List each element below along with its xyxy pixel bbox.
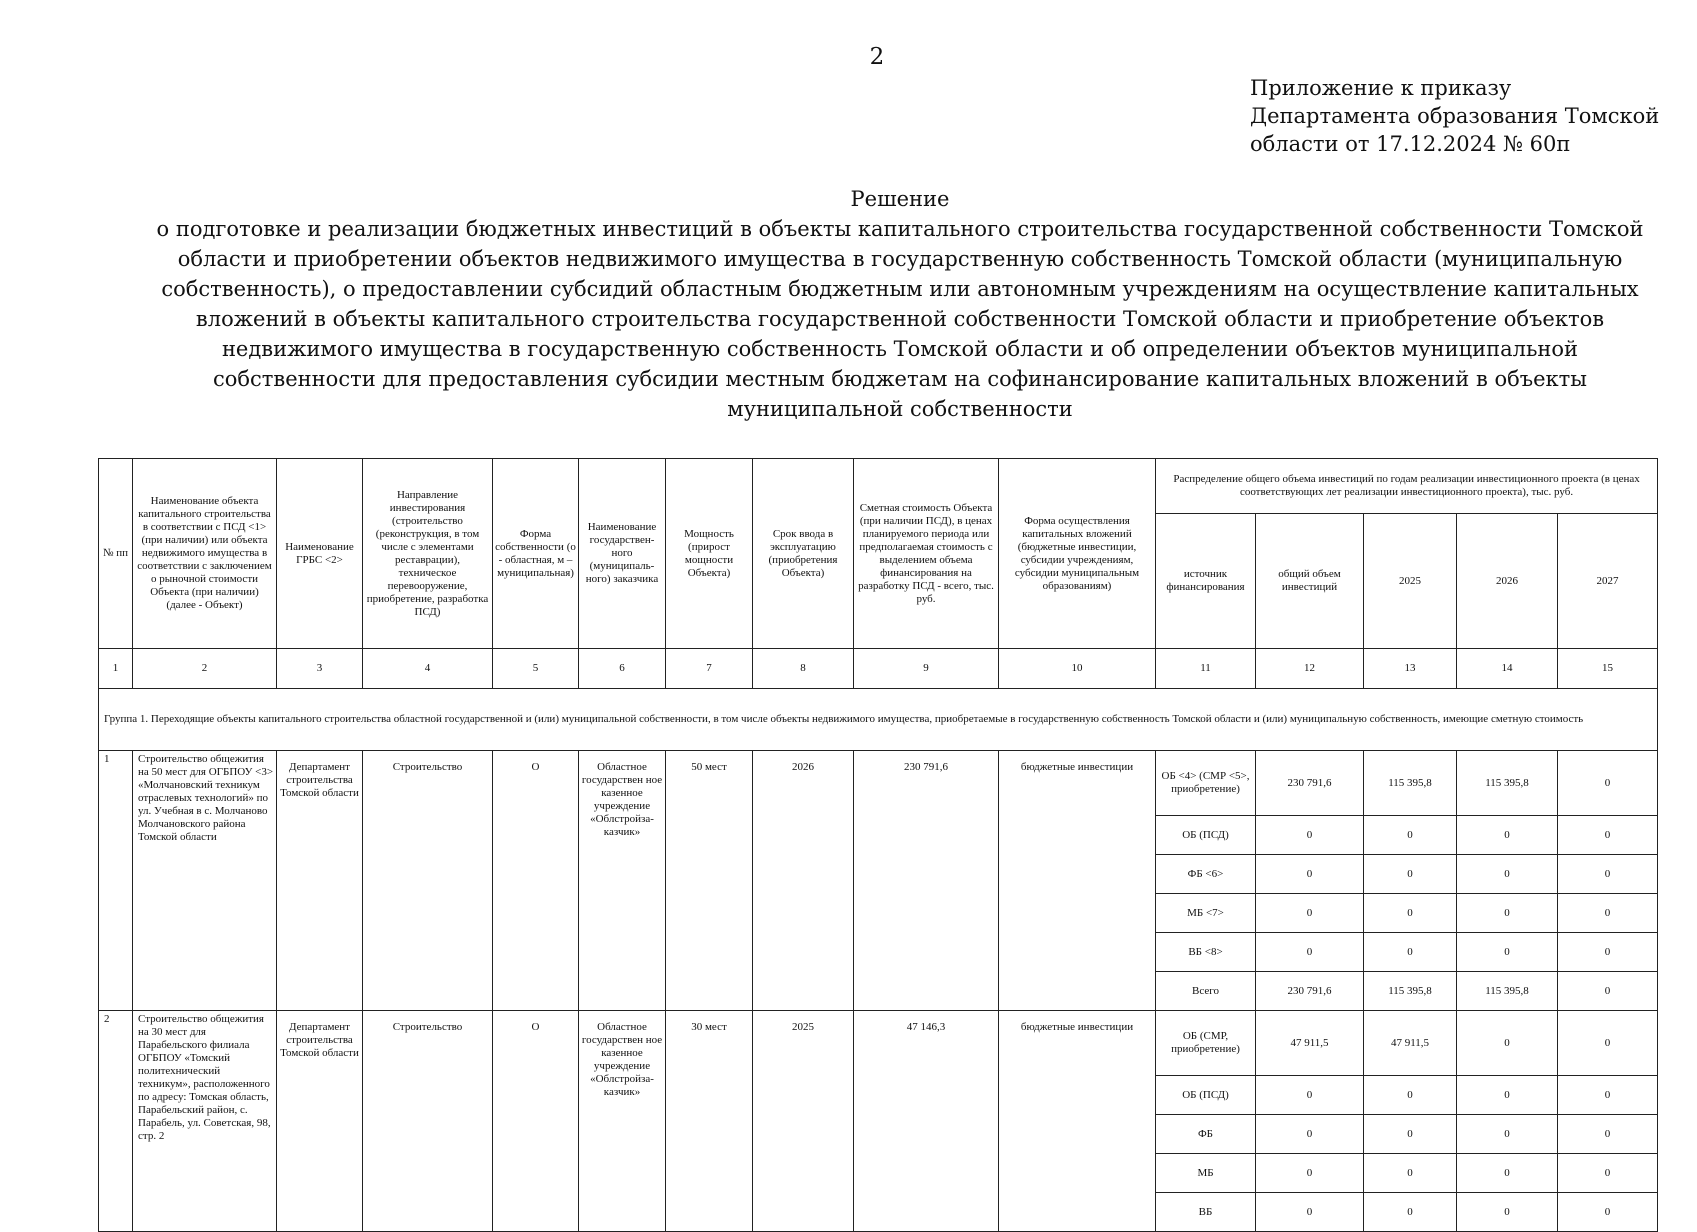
row-2027: 0 bbox=[1558, 816, 1658, 855]
row-cost: 230 791,6 bbox=[854, 751, 999, 1011]
col-number: 5 bbox=[493, 649, 579, 689]
row-form: бюджетные инвестиции bbox=[999, 751, 1156, 1011]
row-term: 2026 bbox=[753, 751, 854, 1011]
row-2026: 0 bbox=[1457, 1193, 1558, 1232]
header-2026: 2026 bbox=[1457, 514, 1558, 649]
appendix-line-2: Департамента образования Томской bbox=[1250, 104, 1660, 128]
row-source: ОБ (ПСД) bbox=[1156, 1076, 1256, 1115]
row-cost: 47 146,3 bbox=[854, 1011, 999, 1232]
row-total: 47 911,5 bbox=[1256, 1011, 1364, 1076]
col-number: 8 bbox=[753, 649, 854, 689]
col-number: 6 bbox=[579, 649, 666, 689]
title-body: о подготовке и реализации бюджетных инвестиций в объекты капитального строительства государственной собственности Томской области и приобретении объектов недвижимого имущества в государственную собственность Томской области (муниципальную собственность), о предоставлении субсидий областным бюджетным или автономным учреждениям на осуществление капитальных вложений в объекты капитального строительства государственной собственности Томской области и приобретение объектов недвижимого имущества в государственную собственность Томской области и об определении объектов муниципальной собственности для предоставления субсидии местным бюджетам на софинансирование капитальных вложений в объекты муниципальной собственности bbox=[156, 217, 1644, 421]
row-direction: Строительство bbox=[363, 1011, 493, 1232]
table-row bbox=[99, 751, 1658, 816]
row-source: ОБ (СМР, приобретение) bbox=[1156, 1011, 1256, 1076]
row-2027: 0 bbox=[1558, 1076, 1658, 1115]
row-2026: 0 bbox=[1457, 1115, 1558, 1154]
row-object: Строительство общежития на 50 мест для ОГБПОУ <3> «Молчановский техникум отраслевых технологий» по ул. Учебная в с. Молчаново Молчановского района Томской области bbox=[133, 751, 277, 1011]
document-title bbox=[150, 184, 1650, 424]
col-number: 13 bbox=[1364, 649, 1457, 689]
row-2026: 0 bbox=[1457, 933, 1558, 972]
table-row bbox=[99, 1011, 1658, 1076]
row-form: бюджетные инвестиции bbox=[999, 1011, 1156, 1232]
row-total: 0 bbox=[1256, 1076, 1364, 1115]
row-direction: Строительство bbox=[363, 751, 493, 1011]
row-ownership: О bbox=[493, 751, 579, 1011]
row-total: 0 bbox=[1256, 1115, 1364, 1154]
appendix-note bbox=[1250, 74, 1659, 158]
row-total: 230 791,6 bbox=[1256, 972, 1364, 1011]
row-source: МБ bbox=[1156, 1154, 1256, 1193]
investment-table bbox=[98, 458, 1658, 1232]
row-ownership: О bbox=[493, 1011, 579, 1232]
row-source: МБ <7> bbox=[1156, 894, 1256, 933]
row-source: Всего bbox=[1156, 972, 1256, 1011]
row-source: ОБ <4> (СМР <5>, приобретение) bbox=[1156, 751, 1256, 816]
col-number: 9 bbox=[854, 649, 999, 689]
header-object: Наименование объекта капитального строительства в соответствии с ПСД <1> (при наличии) или объекта недвижимого имущества в соответствии с заключением о рыночной стоимости Объекта (при наличии) (далее - Объект) bbox=[133, 459, 277, 649]
row-2025: 0 bbox=[1364, 894, 1457, 933]
page-number: 2 bbox=[869, 44, 885, 70]
row-total: 0 bbox=[1256, 816, 1364, 855]
appendix-line-1: Приложение к приказу bbox=[1250, 76, 1512, 100]
row-2026: 0 bbox=[1457, 1076, 1558, 1115]
row-2027: 0 bbox=[1558, 894, 1658, 933]
row-2025: 0 bbox=[1364, 933, 1457, 972]
row-2026: 115 395,8 bbox=[1457, 972, 1558, 1011]
col-number: 12 bbox=[1256, 649, 1364, 689]
row-total: 0 bbox=[1256, 933, 1364, 972]
row-customer: Областное государствен ное казенное учреждение «Облстройза-казчик» bbox=[579, 751, 666, 1011]
row-2025: 47 911,5 bbox=[1364, 1011, 1457, 1076]
row-source: ФБ bbox=[1156, 1115, 1256, 1154]
row-2027: 0 bbox=[1558, 1154, 1658, 1193]
col-number: 15 bbox=[1558, 649, 1658, 689]
row-2025: 115 395,8 bbox=[1364, 751, 1457, 816]
row-2027: 0 bbox=[1558, 855, 1658, 894]
header-2027: 2027 bbox=[1558, 514, 1658, 649]
row-2027: 0 bbox=[1558, 1011, 1658, 1076]
row-num: 1 bbox=[99, 751, 133, 1011]
header-direction: Направление инвестирования (строительство (реконструкция, в том числе с элементами реставрации), техническое перевооружение, приобретение, разработка ПСД) bbox=[363, 459, 493, 649]
row-term: 2025 bbox=[753, 1011, 854, 1232]
header-source: источник финансирования bbox=[1156, 514, 1256, 649]
row-2027: 0 bbox=[1558, 972, 1658, 1011]
row-source: ФБ <6> bbox=[1156, 855, 1256, 894]
col-number: 10 bbox=[999, 649, 1156, 689]
row-2027: 0 bbox=[1558, 1115, 1658, 1154]
header-capacity: Мощность (прирост мощности Объекта) bbox=[666, 459, 753, 649]
col-number: 14 bbox=[1457, 649, 1558, 689]
row-grbs: Департамент строительства Томской области bbox=[277, 1011, 363, 1232]
row-total: 0 bbox=[1256, 855, 1364, 894]
row-2026: 115 395,8 bbox=[1457, 751, 1558, 816]
row-2025: 0 bbox=[1364, 816, 1457, 855]
col-number: 1 bbox=[99, 649, 133, 689]
row-2027: 0 bbox=[1558, 933, 1658, 972]
row-num: 2 bbox=[99, 1011, 133, 1232]
row-source: ВБ <8> bbox=[1156, 933, 1256, 972]
row-total: 0 bbox=[1256, 1154, 1364, 1193]
group-1-caption: Группа 1. Переходящие объекты капитального строительства областной государственной и (или) муниципальной собственности, в том числе объекты недвижимого имущества, приобретаемые в государственную собственность Томской области и (или) муниципальную собственность, имеющие сметную стоимость bbox=[99, 689, 1658, 751]
header-customer: Наименование государствен-ного (муниципаль-ного) заказчика bbox=[579, 459, 666, 649]
col-number: 2 bbox=[133, 649, 277, 689]
header-num: № пп bbox=[99, 459, 133, 649]
header-form: Форма осуществления капитальных вложений (бюджетные инвестиции, субсидии учреждениям, субсидии муниципальным образованиям) bbox=[999, 459, 1156, 649]
header-cost: Сметная стоимость Объекта (при наличии ПСД), в ценах планируемого периода или предполагаемая стоимость с выделением объема финансирования на разработку ПСД - всего, тыс. руб. bbox=[854, 459, 999, 649]
header-distribution: Распределение общего объема инвестиций по годам реализации инвестиционного проекта (в ценах соответствующих лет реализации инвестиционного проекта), тыс. руб. bbox=[1156, 459, 1658, 514]
col-number: 7 bbox=[666, 649, 753, 689]
row-2027: 0 bbox=[1558, 751, 1658, 816]
row-source: ОБ (ПСД) bbox=[1156, 816, 1256, 855]
row-2025: 0 bbox=[1364, 1115, 1457, 1154]
row-2026: 0 bbox=[1457, 855, 1558, 894]
row-total: 0 bbox=[1256, 1193, 1364, 1232]
header-grbs: Наименование ГРБС <2> bbox=[277, 459, 363, 649]
column-numbers-row bbox=[99, 649, 1658, 689]
header-ownership: Форма собственности (о - областная, м – муниципальная) bbox=[493, 459, 579, 649]
row-2026: 0 bbox=[1457, 1154, 1558, 1193]
header-total: общий объем инвестиций bbox=[1256, 514, 1364, 649]
row-customer: Областное государствен ное казенное учреждение «Облстройза-казчик» bbox=[579, 1011, 666, 1232]
row-object: Строительство общежития на 30 мест для Парабельского филиала ОГБПОУ «Томский политехнический техникум», расположенного по адресу: Томская область, Парабельский район, с. Парабель, ул. Советская, 98, стр. 2 bbox=[133, 1011, 277, 1232]
col-number: 11 bbox=[1156, 649, 1256, 689]
appendix-line-3: области от 17.12.2024 № 60п bbox=[1250, 132, 1571, 156]
row-capacity: 50 мест bbox=[666, 751, 753, 1011]
row-total: 0 bbox=[1256, 894, 1364, 933]
row-total: 230 791,6 bbox=[1256, 751, 1364, 816]
row-2026: 0 bbox=[1457, 1011, 1558, 1076]
row-2025: 0 bbox=[1364, 855, 1457, 894]
row-source: ВБ bbox=[1156, 1193, 1256, 1232]
header-term: Срок ввода в эксплуатацию (приобретения Объекта) bbox=[753, 459, 854, 649]
row-2026: 0 bbox=[1457, 894, 1558, 933]
title-heading: Решение bbox=[850, 187, 950, 211]
row-2025: 0 bbox=[1364, 1076, 1457, 1115]
row-2027: 0 bbox=[1558, 1193, 1658, 1232]
row-2026: 0 bbox=[1457, 816, 1558, 855]
col-number: 3 bbox=[277, 649, 363, 689]
col-number: 4 bbox=[363, 649, 493, 689]
row-2025: 0 bbox=[1364, 1154, 1457, 1193]
row-2025: 115 395,8 bbox=[1364, 972, 1457, 1011]
row-grbs: Департамент строительства Томской области bbox=[277, 751, 363, 1011]
row-2025: 0 bbox=[1364, 1193, 1457, 1232]
header-2025: 2025 bbox=[1364, 514, 1457, 649]
row-capacity: 30 мест bbox=[666, 1011, 753, 1232]
